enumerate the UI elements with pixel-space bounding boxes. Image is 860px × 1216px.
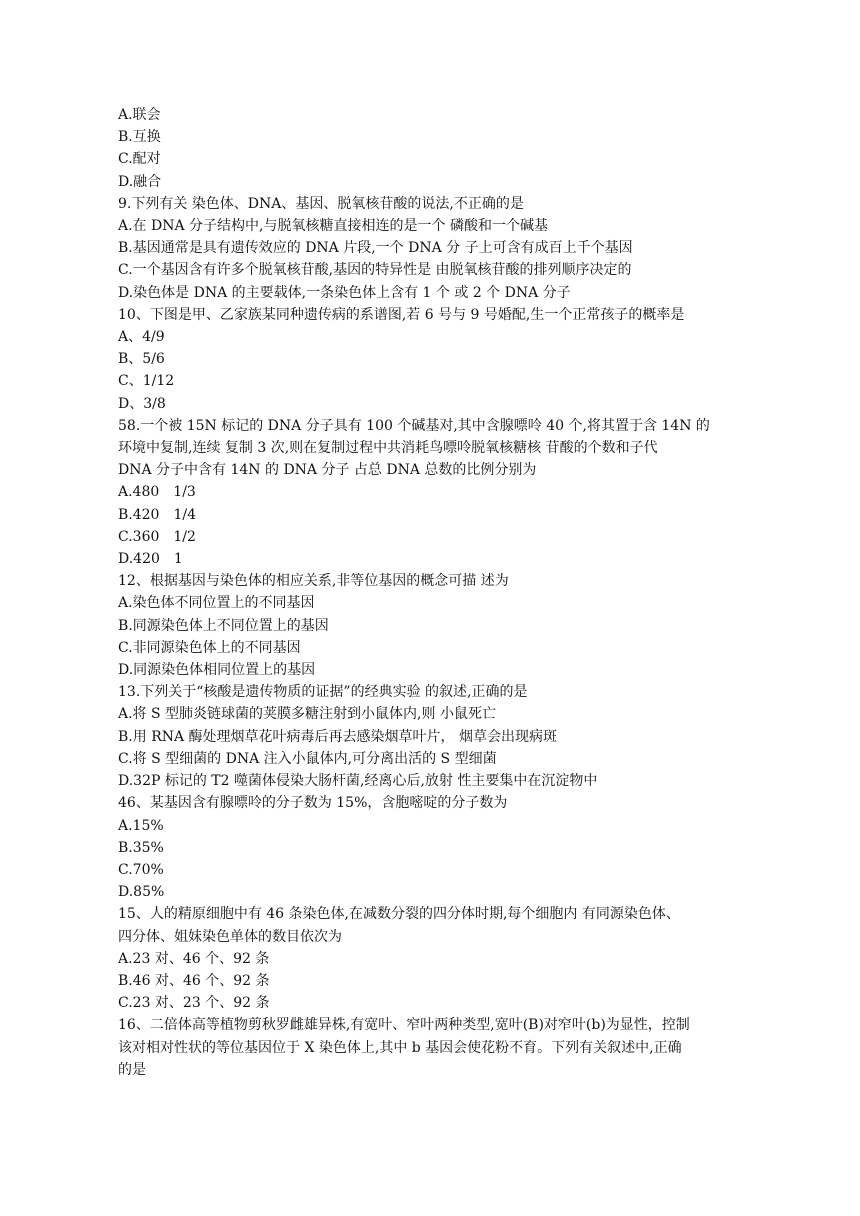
option-a-q15: A.23 对、46 个、92 条 [118,950,270,967]
option-a-q9: A.在 DNA 分子结构中,与脱氧核糖直接相连的是一个 磷酸和一个碱基 [118,218,548,235]
question-10: 10、下图是甲、乙家族某同种遗传病的系谱图,若 6 号与 9 号婚配,生一个正常孩子的概率是 [118,306,685,323]
option-b-q10: B、5/6 [118,351,165,368]
question-16-line-2: 该对相对性状的等位基因位于 X 染色体上,其中 b 基因会使花粉不育。下列有关叙述中,正确 [118,1039,682,1056]
option-d-q9: D.染色体是 DNA 的主要载体,一条染色体上含有 1 个 或 2 个 DNA 分子 [118,284,571,301]
option-c-q8: C.配对 [118,151,161,168]
option-b-q12: B.同源染色体上不同位置上的基因 [118,617,329,634]
option-b-q46: B.35% [118,839,164,856]
question-16-line-1: 16、二倍体高等植物剪秋罗雌雄异株,有宽叶、窄叶两种类型,宽叶(B)对窄叶(b)为显性，控制 [118,1017,690,1034]
option-a-q13: A.将 S 型肺炎链球菌的荚膜多糖注射到小鼠体内,则 小鼠死亡 [118,706,496,723]
option-c-q12: C.非同源染色体上的不同基因 [118,639,301,656]
question-9: 9.下列有关 染色体、DNA、基因、脱氧核苷酸的说法,不正确的是 [118,195,524,212]
option-c-q10: C、1/12 [118,373,175,390]
option-d-q10: D、3/8 [118,395,166,412]
option-d-q46: D.85% [118,884,165,901]
question-15-line-2: 四分体、姐妹染色单体的数目依次为 [118,928,342,945]
option-b-q58: B.420 1/4 [118,506,196,523]
option-d-q13: D.32P 标记的 T2 噬菌体侵染大肠杆菌,经离心后,放射 性主要集中在沉淀物中 [118,773,598,790]
option-d-q12: D.同源染色体相同位置上的基因 [118,662,316,679]
option-c-q15: C.23 对、23 个、92 条 [118,995,270,1012]
option-b-q13: B.用 RNA 酶处理烟草花叶病毒后再去感染烟草叶片， 烟草会出现病斑 [118,728,557,745]
option-c-q46: C.70% [118,861,164,878]
question-58-line-2: 环境中复制,连续 复制 3 次,则在复制过程中共消耗鸟嘌呤脱氧核糖核 苷酸的个数和子代 [118,440,658,457]
option-c-q9: C.一个基因含有许多个脱氧核苷酸,基因的特异性是 由脱氧核苷酸的排列顺序决定的 [118,262,632,279]
option-c-q58: C.360 1/2 [118,528,196,545]
question-16-line-3: 的是 [118,1061,146,1078]
option-c-q13: C.将 S 型细菌的 DNA 注入小鼠体内,可分离出活的 S 型细菌 [118,750,497,767]
option-b-q15: B.46 对、46 个、92 条 [118,972,270,989]
option-a-q46: A.15% [118,817,164,834]
question-58-line-3: DNA 分子中含有 14N 的 DNA 分子 占总 DNA 总数的比例分别为 [118,462,537,479]
option-a-q10: A、4/9 [118,329,165,346]
option-a-q8: A.联会 [118,107,161,123]
question-46: 46、某基因含有腺嘌呤的分子数为 15%，含胞嘧啶的分子数为 [118,795,508,812]
option-d-q8: D.融合 [118,173,162,190]
question-15-line-1: 15、人的精原细胞中有 46 条染色体,在减数分裂的四分体时期,每个细胞内 有同源染色体、 [118,906,680,923]
option-a-q12: A.染色体不同位置上的不同基因 [118,595,315,612]
document-page [118,104,742,1081]
option-d-q58: D.420 1 [118,551,183,568]
question-13: 13.下列关于“核酸是遗传物质的证据”的经典实验 的叙述,正确的是 [118,684,528,701]
option-b-q8: B.互换 [118,129,161,146]
option-b-q9: B.基因通常是具有遗传效应的 DNA 片段,一个 DNA 分 子上可含有成百上千个基因 [118,240,633,257]
question-12: 12、根据基因与染色体的相应关系,非等位基因的概念可描 述为 [118,573,509,590]
question-58-line-1: 58.一个被 15N 标记的 DNA 分子具有 100 个碱基对,其中含腺嘌呤 40 个,将其置于含 14N 的 [118,417,710,434]
option-a-q58: A.480 1/3 [118,484,196,501]
